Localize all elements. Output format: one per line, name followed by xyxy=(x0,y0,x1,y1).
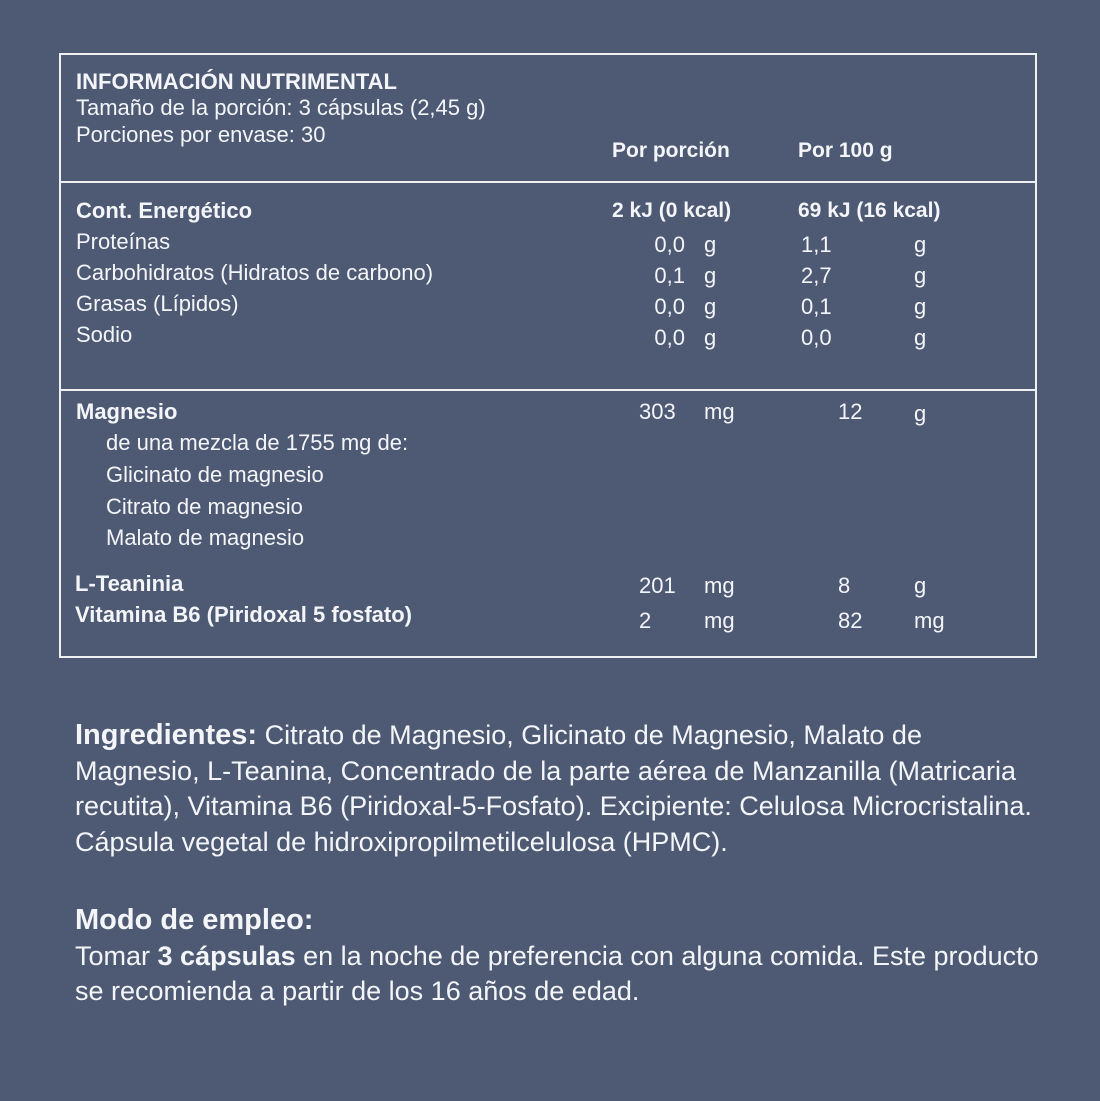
nutrient-value-per-serving: 0,1 xyxy=(654,263,685,288)
supplement-unit-per-100g: mg xyxy=(914,608,945,633)
blend-label: de una mezcla de 1755 mg de: xyxy=(106,430,409,455)
nutrient-label: Grasas (Lípidos) xyxy=(76,291,239,316)
supplement-row xyxy=(61,571,1035,601)
supplement-per-100g: 82 xyxy=(838,608,863,633)
nutrient-unit-per-100g: g xyxy=(914,325,927,350)
nutrient-value-per-serving: 0,0 xyxy=(654,325,685,350)
supplement-label: Vitamina B6 (Piridoxal 5 fosfato) xyxy=(75,602,413,627)
nutrition-facts-panel xyxy=(59,53,1037,658)
usage-text xyxy=(75,939,1045,1010)
supplements-section xyxy=(61,391,1035,658)
supplement-per-serving: 2 xyxy=(639,608,652,633)
magnesium-unit-per-100g: g xyxy=(914,401,927,426)
nutrient-row xyxy=(61,229,1035,259)
usage-heading: Modo de empleo: xyxy=(75,904,314,936)
ingredients-heading: Ingredientes: xyxy=(75,719,258,751)
nutrient-unit-per-serving: g xyxy=(704,294,717,319)
magnesium-source-item: Malato de magnesio xyxy=(106,525,305,550)
supplement-unit-per-serving: mg xyxy=(704,573,735,598)
panel-title: INFORMACIÓN NUTRIMENTAL xyxy=(76,69,397,94)
nutrient-unit-per-100g: g xyxy=(914,263,927,288)
nutrient-row xyxy=(61,260,1035,290)
nutrient-unit-per-serving: g xyxy=(704,263,717,288)
nutrient-label: Carbohidratos (Hidratos de carbono) xyxy=(76,260,434,285)
supplement-per-100g: 8 xyxy=(838,573,851,598)
magnesium-row xyxy=(61,399,1035,429)
magnesium-per-serving: 303 xyxy=(639,399,676,424)
nutrient-row xyxy=(61,291,1035,321)
nutrient-value-per-100g: 2,7 xyxy=(801,263,832,288)
usage-text-start: Tomar xyxy=(75,940,158,971)
supplement-unit-per-serving: mg xyxy=(704,608,735,633)
nutrient-value-per-100g: 1,1 xyxy=(801,232,832,257)
magnesium-unit-per-serving: mg xyxy=(704,399,735,424)
nutrient-value-per-serving: 0,0 xyxy=(654,232,685,257)
usage-dose: 3 cápsulas xyxy=(157,940,296,971)
nutrient-unit-per-100g: g xyxy=(914,232,927,257)
nutrient-unit-per-serving: g xyxy=(704,325,717,350)
header-section xyxy=(61,55,1035,183)
nutrient-value-per-serving: 0,0 xyxy=(654,294,685,319)
supplement-row xyxy=(61,602,1035,632)
column-header-per-serving: Por porción xyxy=(612,139,730,162)
nutrients-section xyxy=(61,183,1035,391)
nutrient-value-per-100g: 0,0 xyxy=(801,325,832,350)
supplement-per-serving: 201 xyxy=(639,573,676,598)
energy-per-serving: 2 kJ (0 kcal) xyxy=(612,199,732,222)
magnesium-source-item: Glicinato de magnesio xyxy=(106,462,324,487)
serving-size: Tamaño de la porción: 3 cápsulas (2,45 g) xyxy=(76,95,486,120)
ingredients-paragraph xyxy=(75,718,1045,860)
servings-per-container: Porciones por envase: 30 xyxy=(76,122,326,147)
nutrient-row xyxy=(61,322,1035,352)
usage-block xyxy=(75,903,1045,1010)
column-header-per-100g: Por 100 g xyxy=(798,139,893,162)
magnesium-source-item: Citrato de magnesio xyxy=(106,494,303,519)
supplement-unit-per-100g: g xyxy=(914,573,927,598)
nutrient-unit-per-serving: g xyxy=(704,232,717,257)
nutrient-value-per-100g: 0,1 xyxy=(801,294,832,319)
magnesium-label: Magnesio xyxy=(76,399,178,424)
energy-per-100g: 69 kJ (16 kcal) xyxy=(798,199,941,222)
usage-text-end: en la noche de preferencia con alguna comida. Este producto se recomienda a partir de los 16 años de edad. xyxy=(75,940,1039,1006)
supplement-label: L-Teaninia xyxy=(75,571,184,596)
ingredients-text: Citrato de Magnesio, Glicinato de Magnesio, Malato de Magnesio, L-Teanina, Concentrado de la parte aérea de Manzanilla (Matricaria recutita), Vitamina B6 (Piridoxal-5-Fosfato). Excipiente: Celulosa Microcristalina. Cápsula vegetal de hidroxipropilmetilcelulosa (HPMC). xyxy=(75,720,1032,857)
magnesium-per-100g: 12 xyxy=(838,399,863,424)
nutrient-label: Proteínas xyxy=(76,229,171,254)
energy-label: Cont. Energético xyxy=(76,198,253,223)
nutrient-label: Sodio xyxy=(76,322,133,347)
nutrient-unit-per-100g: g xyxy=(914,294,927,319)
